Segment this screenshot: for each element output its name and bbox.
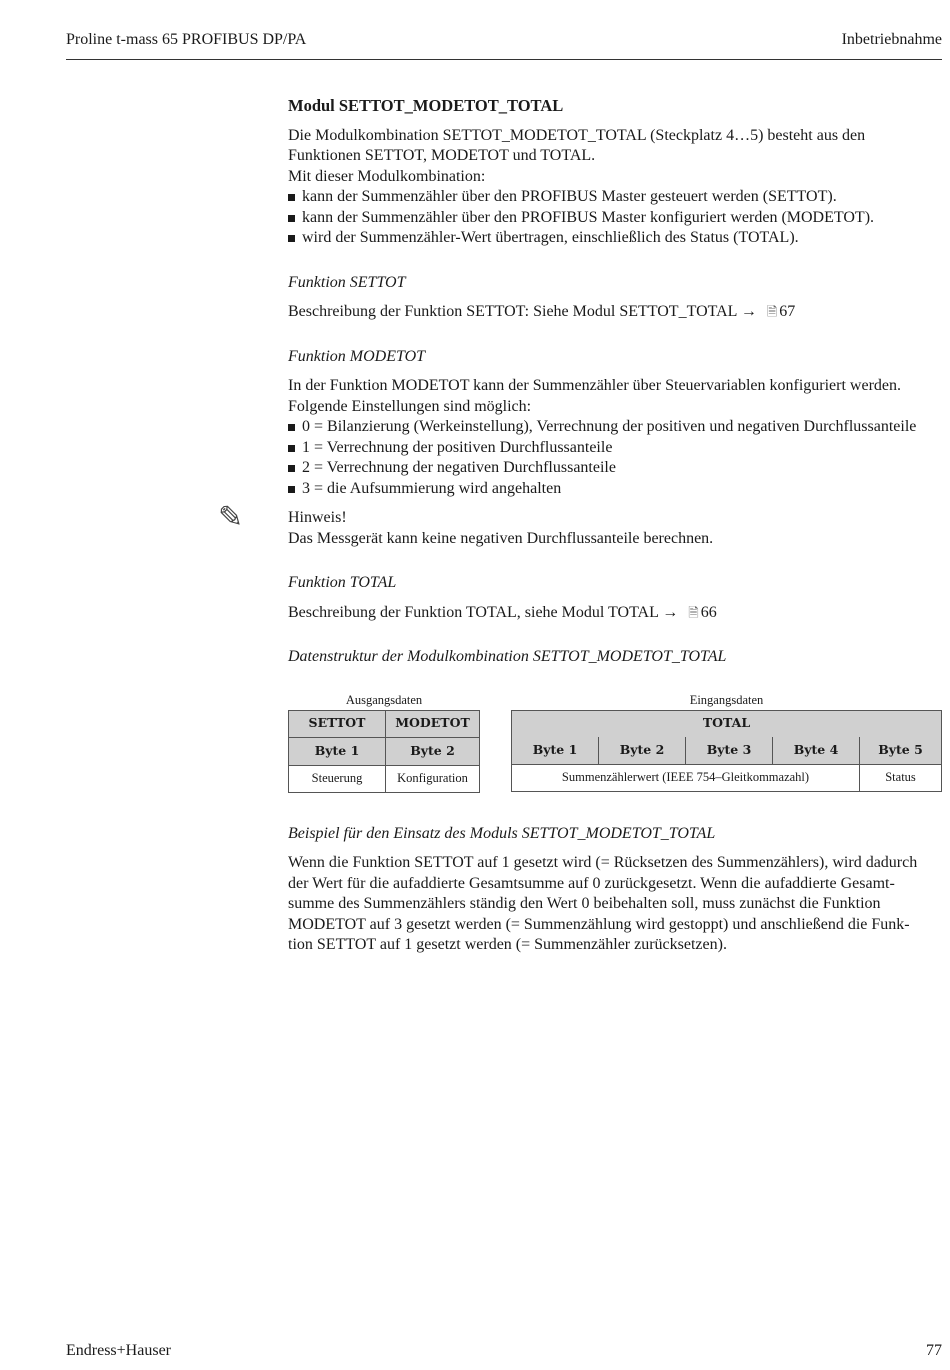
table-header-cell: MODETOT — [386, 710, 480, 737]
table-header-cell: Byte 1 — [289, 737, 386, 765]
list-item: 1 = Verrechnung der positiven Durchflussanteile — [288, 438, 942, 459]
table-header-cell: Byte 3 — [686, 737, 773, 765]
footer-page-number: 77 — [926, 1342, 942, 1359]
table-cell: Summenzählerwert (IEEE 754–Gleitkommazahl) — [512, 764, 860, 791]
example-line-5: tion SETTOT auf 1 gesetzt werden (= Summenzähler zurücksetzen). — [288, 936, 727, 953]
modetot-text-2: Folgende Einstellungen sind möglich: — [288, 397, 532, 415]
input-data-caption: Eingangsdaten — [689, 692, 764, 707]
header-chapter-title: Inbetriebnahme — [841, 31, 942, 48]
example-line-2: der Wert für die aufaddierte Gesamtsumme auf 0 zurückgesetzt. Wenn die aufaddierte Gesamt- — [288, 874, 895, 892]
list-item: 3 = die Aufsummierung wird angehalten — [288, 479, 942, 500]
intro-line-3: Mit dieser Modulkombination: — [288, 167, 486, 185]
datastruct-heading: Datenstruktur der Modulkombination SETTOT_MODETOT_TOTAL — [288, 648, 727, 665]
table-header-cell: Byte 5 — [860, 737, 942, 765]
arrow-icon: → — [740, 303, 757, 320]
header-product-title: Proline t-mass 65 PROFIBUS DP/PA — [66, 31, 307, 48]
settot-description — [288, 302, 942, 323]
example-line-4: MODETOT auf 3 gesetzt werden (= Summenzählung wird gestoppt) und anschließend die Funk- — [288, 915, 910, 933]
table-header-cell: SETTOT — [289, 710, 386, 737]
page-reference-icon: 🗎 — [766, 304, 778, 319]
list-item: 0 = Bilanzierung (Werkeinstellung), Verrechnung der positiven und negativen Durchflussanteile — [288, 417, 942, 438]
settot-page-link[interactable]: 67 — [779, 303, 796, 320]
page-reference-icon: 🗎 — [688, 604, 699, 620]
list-item: kann der Summenzähler über den PROFIBUS Master gesteuert werden (SETTOT). — [288, 187, 942, 208]
list-item: kann der Summenzähler über den PROFIBUS Master konfiguriert werden (MODETOT). — [288, 208, 942, 229]
output-data-table — [288, 710, 480, 793]
table-header-cell: Byte 1 — [512, 737, 599, 765]
intro-line-1: Die Modulkombination SETTOT_MODETOT_TOTAL (Steckplatz 4…5) besteht aus den — [288, 126, 866, 144]
main-content — [218, 96, 942, 956]
section-title: Modul SETTOT_MODETOT_TOTAL — [288, 96, 564, 115]
table-header-cell: Byte 2 — [386, 737, 480, 765]
table-header-cell: Byte 2 — [599, 737, 686, 765]
intro-bullet-list — [288, 187, 942, 249]
table-cell: Konfiguration — [386, 765, 480, 792]
example-line-1: Wenn die Funktion SETTOT auf 1 gesetzt wird (= Rücksetzen des Summenzählers), wird dadurch — [288, 854, 918, 871]
total-heading: Funktion TOTAL — [288, 574, 397, 591]
note-block — [218, 501, 942, 549]
data-structure-tables — [288, 690, 942, 800]
note-title: Hinweis! — [288, 509, 347, 526]
list-item: wird der Summenzähler-Wert übertragen, einschließlich des Status (TOTAL). — [288, 228, 942, 249]
table-header-cell: TOTAL — [512, 710, 942, 737]
example-heading: Beispiel für den Einsatz des Moduls SETTOT_MODETOT_TOTAL — [288, 824, 716, 842]
output-data-caption: Ausgangsdaten — [345, 692, 423, 707]
table-cell: Status — [860, 764, 942, 791]
example-line-3: summe des Summenzählers ständig den Wert 0 beibehalten soll, muss zunächst die Funktion — [288, 895, 881, 912]
intro-line-2: Funktionen SETTOT, MODETOT und TOTAL. — [288, 147, 596, 164]
total-description — [288, 603, 942, 624]
note-text: Das Messgerät kann keine negativen Durchflussanteile berechnen. — [288, 529, 714, 547]
pencil-icon: ✎ — [218, 501, 244, 534]
arrow-icon: → — [662, 603, 679, 621]
settot-heading: Funktion SETTOT — [288, 273, 406, 291]
footer-company: Endress+Hauser — [66, 1342, 171, 1359]
total-page-link[interactable]: 66 — [700, 603, 717, 621]
settot-text: Beschreibung der Funktion SETTOT: Siehe Modul SETTOT_TOTAL — [288, 303, 737, 320]
total-text: Beschreibung der Funktion TOTAL, siehe Modul TOTAL — [288, 603, 659, 621]
modetot-bullet-list — [288, 417, 942, 499]
list-item: 2 = Verrechnung der negativen Durchflussanteile — [288, 458, 942, 479]
input-data-table — [511, 710, 942, 792]
header-divider — [66, 59, 942, 60]
table-header-cell: Byte 4 — [773, 737, 860, 765]
modetot-heading: Funktion MODETOT — [288, 347, 426, 365]
modetot-text-1: In der Funktion MODETOT kann der Summenzähler über Steuervariablen konfiguriert werden. — [288, 377, 902, 394]
table-cell: Steuerung — [289, 765, 386, 792]
